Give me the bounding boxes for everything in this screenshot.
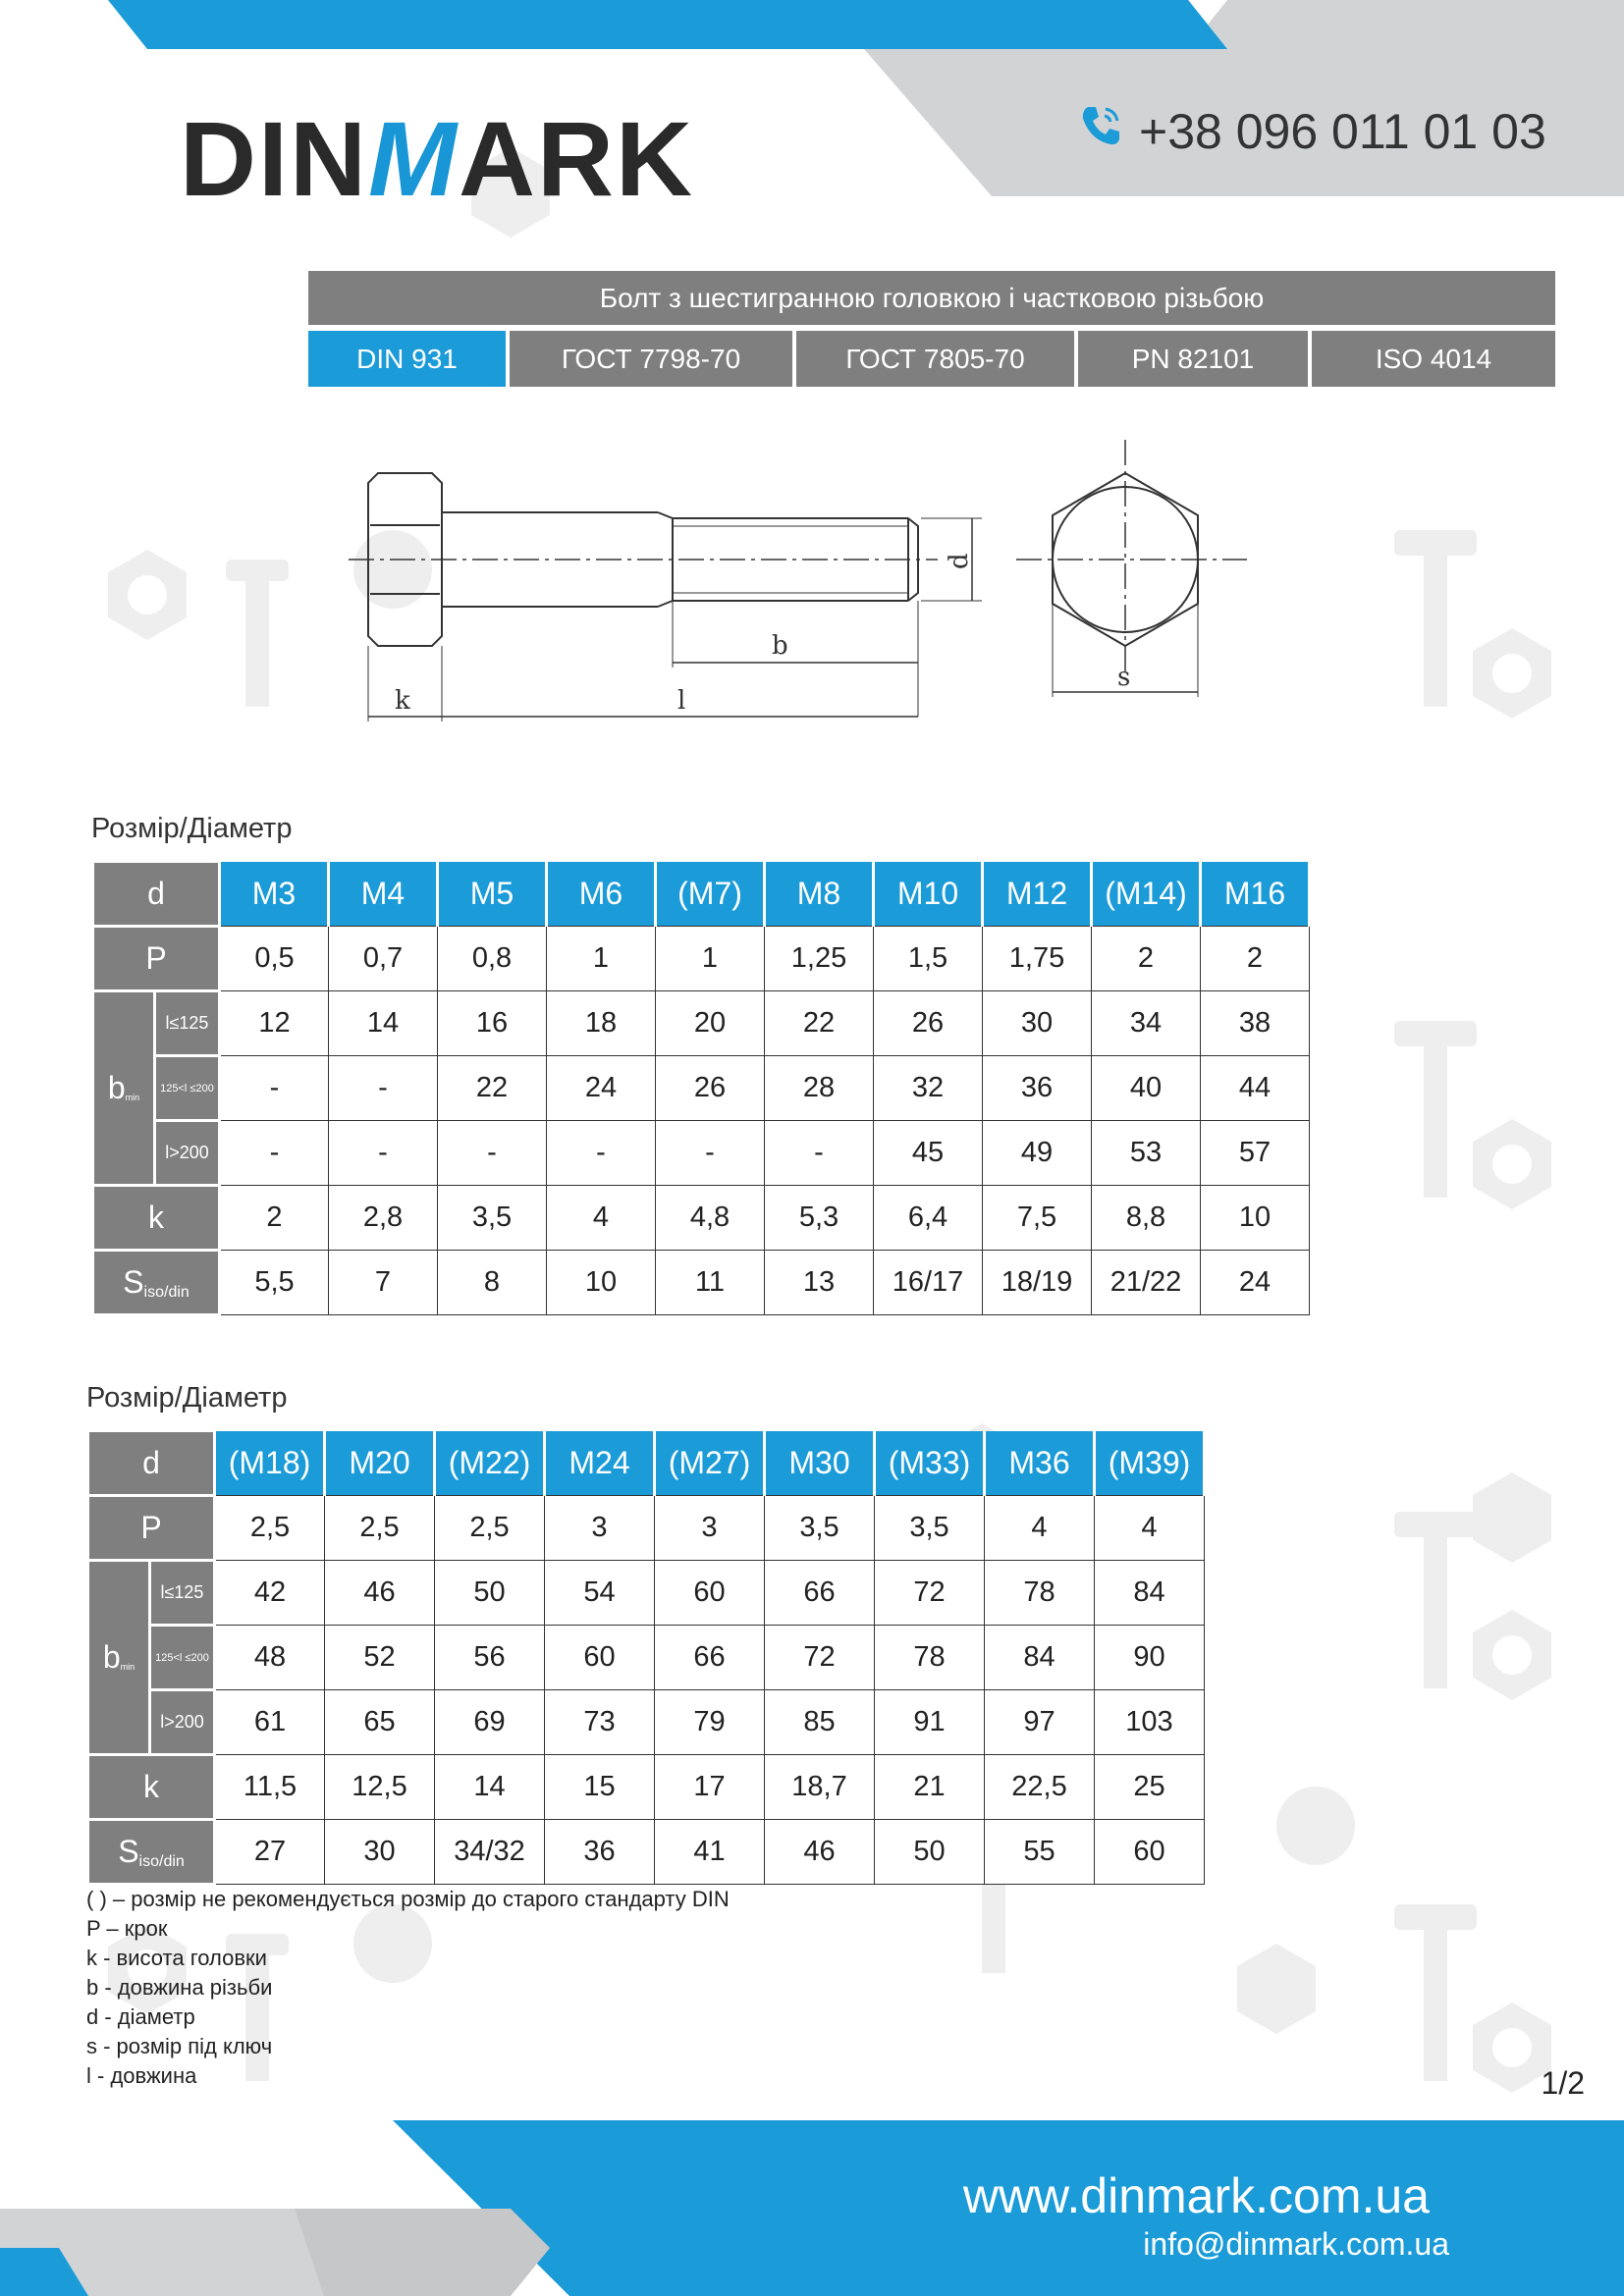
thread-length-value: 65	[325, 1690, 435, 1755]
row-label-k: k	[88, 1755, 215, 1820]
head-height-value: 15	[545, 1755, 655, 1820]
row-label-b-min	[88, 1561, 150, 1755]
thread-length-value: 20	[656, 991, 765, 1056]
row-label-k: k	[93, 1186, 220, 1251]
size-header: M3	[220, 862, 329, 927]
size-header: M30	[765, 1431, 875, 1496]
thread-length-value: -	[438, 1121, 547, 1186]
size-header: (M14)	[1092, 862, 1201, 927]
wrench-size-value: 24	[1201, 1251, 1310, 1315]
thread-length-value: -	[220, 1121, 329, 1186]
thread-length-value: 42	[215, 1561, 325, 1626]
table1-wrapper	[91, 860, 1311, 1316]
email-link[interactable]: info@dinmark.com.ua	[1143, 2226, 1449, 2262]
legend-line: b - довжина різьби	[86, 1975, 273, 2000]
standard-din-931: DIN 931	[308, 331, 506, 387]
pitch-value: 2	[1092, 927, 1201, 991]
s-symbol: S	[123, 1263, 144, 1300]
b-subscript: min	[125, 1093, 140, 1102]
pitch-value: 3,5	[875, 1496, 985, 1561]
thread-length-value: 60	[545, 1626, 655, 1690]
head-height-value: 5,3	[765, 1186, 874, 1251]
thread-length-value: 54	[545, 1561, 655, 1626]
b-symbol: b	[107, 1070, 126, 1105]
thread-length-value: 34	[1092, 991, 1201, 1056]
wrench-size-value: 55	[985, 1820, 1095, 1885]
pitch-value: 1,5	[874, 927, 983, 991]
pitch-value: 3,5	[765, 1496, 875, 1561]
standard-gost-7798: ГОСТ 7798-70	[510, 331, 792, 387]
dinmark-logo	[180, 99, 694, 218]
size-header: M12	[983, 862, 1092, 927]
size-header: (M22)	[435, 1431, 545, 1496]
table1-section-label: Розмір/Діаметр	[91, 813, 293, 844]
head-height-value: 18,7	[765, 1755, 875, 1820]
thread-length-value: -	[329, 1121, 438, 1186]
head-height-value: 11,5	[215, 1755, 325, 1820]
wrench-size-value: 7	[329, 1251, 438, 1315]
thread-length-value: 66	[765, 1561, 875, 1626]
size-header: M5	[438, 862, 547, 927]
pitch-value: 0,5	[220, 927, 329, 991]
logo-din: DIN	[180, 99, 368, 218]
thread-length-value: 22	[765, 991, 874, 1056]
phone-number: +38 096 011 01 03	[1139, 104, 1546, 159]
page-number: 1/2	[1541, 2065, 1585, 2101]
pitch-value: 0,8	[438, 927, 547, 991]
logo-m: M	[368, 99, 459, 218]
size-header: M8	[765, 862, 874, 927]
pitch-value: 0,7	[329, 927, 438, 991]
row-label-l-gt-200: l>200	[150, 1690, 215, 1755]
size-header: M24	[545, 1431, 655, 1496]
thread-length-value: 24	[547, 1056, 656, 1121]
thread-length-value: 22	[438, 1056, 547, 1121]
legend	[86, 1885, 730, 2091]
size-header: M6	[547, 862, 656, 927]
pitch-value: 4	[1095, 1496, 1205, 1561]
website-link[interactable]: www.dinmark.com.ua	[962, 2168, 1430, 2223]
pitch-value: 2,5	[435, 1496, 545, 1561]
legend-line: s - розмір під ключ	[86, 2034, 273, 2058]
thread-length-value: 52	[325, 1626, 435, 1690]
thread-length-value: -	[656, 1121, 765, 1186]
b-subscript: min	[120, 1662, 135, 1672]
size-header: M4	[329, 862, 438, 927]
head-height-value: 12,5	[325, 1755, 435, 1820]
thread-length-value: 49	[983, 1121, 1092, 1186]
thread-length-value: 45	[874, 1121, 983, 1186]
row-label-s	[93, 1251, 220, 1315]
bolt-technical-drawing	[334, 422, 1257, 736]
thread-length-value: 72	[875, 1561, 985, 1626]
wrench-size-value: 34/32	[435, 1820, 545, 1885]
thread-length-value: 18	[547, 991, 656, 1056]
row-label-s	[88, 1820, 215, 1885]
dim-label-k: k	[395, 686, 410, 716]
thread-length-value: 103	[1095, 1690, 1205, 1755]
wrench-size-value: 5,5	[220, 1251, 329, 1315]
thread-length-value: 57	[1201, 1121, 1310, 1186]
thread-length-value: 38	[1201, 991, 1310, 1056]
thread-length-value: 90	[1095, 1626, 1205, 1690]
head-height-value: 17	[655, 1755, 765, 1820]
standard-iso-4014: ISO 4014	[1312, 331, 1555, 387]
legend-line: k - висота головки	[86, 1946, 267, 1970]
row-label-b-min	[93, 991, 155, 1186]
thread-length-value: 78	[875, 1626, 985, 1690]
logo-ark: ARK	[458, 99, 694, 218]
wrench-size-value: 8	[438, 1251, 547, 1315]
phone-icon	[1076, 101, 1125, 162]
dim-label-s: s	[1117, 663, 1131, 692]
thread-length-value: 14	[329, 991, 438, 1056]
dim-label-b: b	[772, 631, 788, 661]
pitch-value: 1	[656, 927, 765, 991]
wrench-size-value: 18/19	[983, 1251, 1092, 1315]
size-table-1	[91, 860, 1311, 1316]
dim-label-d: d	[945, 553, 974, 569]
thread-length-value: 73	[545, 1690, 655, 1755]
wrench-size-value: 36	[545, 1820, 655, 1885]
thread-length-value: 79	[655, 1690, 765, 1755]
thread-length-value: 46	[325, 1561, 435, 1626]
thread-length-value: -	[329, 1056, 438, 1121]
thread-length-value: 97	[985, 1690, 1095, 1755]
row-label-l-le-125: l≤125	[155, 991, 220, 1056]
table2-wrapper	[86, 1429, 1206, 1886]
thread-length-value: -	[547, 1121, 656, 1186]
standard-pn-82101: PN 82101	[1078, 331, 1308, 387]
head-height-value: 22,5	[985, 1755, 1095, 1820]
thread-length-value: 32	[874, 1056, 983, 1121]
size-header: (M18)	[215, 1431, 325, 1496]
head-height-value: 14	[435, 1755, 545, 1820]
row-label-d: d	[93, 862, 220, 927]
standards-row	[308, 331, 1555, 387]
standard-gost-7805: ГОСТ 7805-70	[796, 331, 1074, 387]
thread-length-value: 30	[983, 991, 1092, 1056]
s-subscript: iso/din	[138, 1852, 185, 1870]
thread-length-value: 69	[435, 1690, 545, 1755]
head-height-value: 8,8	[1092, 1186, 1201, 1251]
thread-length-value: 28	[765, 1056, 874, 1121]
wrench-size-value: 27	[215, 1820, 325, 1885]
s-symbol: S	[118, 1833, 139, 1869]
size-header: M20	[325, 1431, 435, 1496]
pitch-value: 2,5	[215, 1496, 325, 1561]
row-label-d: d	[88, 1431, 215, 1496]
row-label-p: P	[88, 1496, 215, 1561]
row-label-l-125-200: 125<l ≤200	[150, 1626, 215, 1690]
size-header: M36	[985, 1431, 1095, 1496]
wrench-size-value: 21/22	[1092, 1251, 1201, 1315]
thread-length-value: 40	[1092, 1056, 1201, 1121]
thread-length-value: -	[765, 1121, 874, 1186]
wrench-size-value: 30	[325, 1820, 435, 1885]
head-height-value: 2,8	[329, 1186, 438, 1251]
head-height-value: 21	[875, 1755, 985, 1820]
legend-line: d - діаметр	[86, 2004, 195, 2029]
phone-contact[interactable]	[1076, 101, 1546, 162]
wrench-size-value: 46	[765, 1820, 875, 1885]
thread-length-value: 78	[985, 1561, 1095, 1626]
pitch-value: 3	[545, 1496, 655, 1561]
pitch-value: 1	[547, 927, 656, 991]
thread-length-value: 66	[655, 1626, 765, 1690]
thread-length-value: 26	[656, 1056, 765, 1121]
thread-length-value: 84	[1095, 1561, 1205, 1626]
thread-length-value: 72	[765, 1626, 875, 1690]
row-label-l-gt-200: l>200	[155, 1121, 220, 1186]
thread-length-value: 84	[985, 1626, 1095, 1690]
legend-line: ( ) – розмір не рекомендується розмір до старого стандарту DIN	[86, 1887, 730, 1911]
thread-length-value: 36	[983, 1056, 1092, 1121]
pitch-value: 1,75	[983, 927, 1092, 991]
head-height-value: 4,8	[656, 1186, 765, 1251]
pitch-value: 2	[1201, 927, 1310, 991]
wrench-size-value: 50	[875, 1820, 985, 1885]
thread-length-value: 48	[215, 1626, 325, 1690]
pitch-value: 2,5	[325, 1496, 435, 1561]
head-height-value: 6,4	[874, 1186, 983, 1251]
thread-length-value: 26	[874, 991, 983, 1056]
size-table-2	[86, 1429, 1206, 1886]
wrench-size-value: 60	[1095, 1820, 1205, 1885]
thread-length-value: 16	[438, 991, 547, 1056]
thread-length-value: 50	[435, 1561, 545, 1626]
thread-length-value: 60	[655, 1561, 765, 1626]
size-header: M16	[1201, 862, 1310, 927]
thread-length-value: -	[220, 1056, 329, 1121]
thread-length-value: 61	[215, 1690, 325, 1755]
wrench-size-value: 11	[656, 1251, 765, 1315]
b-symbol: b	[102, 1639, 121, 1675]
row-label-p: P	[93, 927, 220, 991]
head-height-value: 4	[547, 1186, 656, 1251]
wrench-size-value: 10	[547, 1251, 656, 1315]
head-height-value: 2	[220, 1186, 329, 1251]
s-subscript: iso/din	[143, 1283, 189, 1301]
size-header: M10	[874, 862, 983, 927]
size-header: (M7)	[656, 862, 765, 927]
thread-length-value: 44	[1201, 1056, 1310, 1121]
wrench-size-value: 41	[655, 1820, 765, 1885]
size-header: (M33)	[875, 1431, 985, 1496]
pitch-value: 3	[655, 1496, 765, 1561]
pitch-value: 4	[985, 1496, 1095, 1561]
row-label-l-125-200: 125<l ≤200	[155, 1056, 220, 1121]
thread-length-value: 56	[435, 1626, 545, 1690]
wrench-size-value: 16/17	[874, 1251, 983, 1315]
product-title: Болт з шестигранною головкою і частковою різьбою	[308, 271, 1555, 325]
dim-label-l: l	[677, 686, 686, 716]
thread-length-value: 53	[1092, 1121, 1201, 1186]
table2-section-label: Розмір/Діаметр	[86, 1382, 288, 1414]
thread-length-value: 85	[765, 1690, 875, 1755]
thread-length-value: 91	[875, 1690, 985, 1755]
head-height-value: 7,5	[983, 1186, 1092, 1251]
size-header: (M27)	[655, 1431, 765, 1496]
head-height-value: 3,5	[438, 1186, 547, 1251]
size-header: (M39)	[1095, 1431, 1205, 1496]
pitch-value: 1,25	[765, 927, 874, 991]
thread-length-value: 12	[220, 991, 329, 1056]
head-height-value: 10	[1201, 1186, 1310, 1251]
row-label-l-le-125: l≤125	[150, 1561, 215, 1626]
legend-line: l - довжина	[86, 2063, 197, 2088]
wrench-size-value: 13	[765, 1251, 874, 1315]
head-height-value: 25	[1095, 1755, 1205, 1820]
legend-line: P – крок	[86, 1916, 168, 1941]
